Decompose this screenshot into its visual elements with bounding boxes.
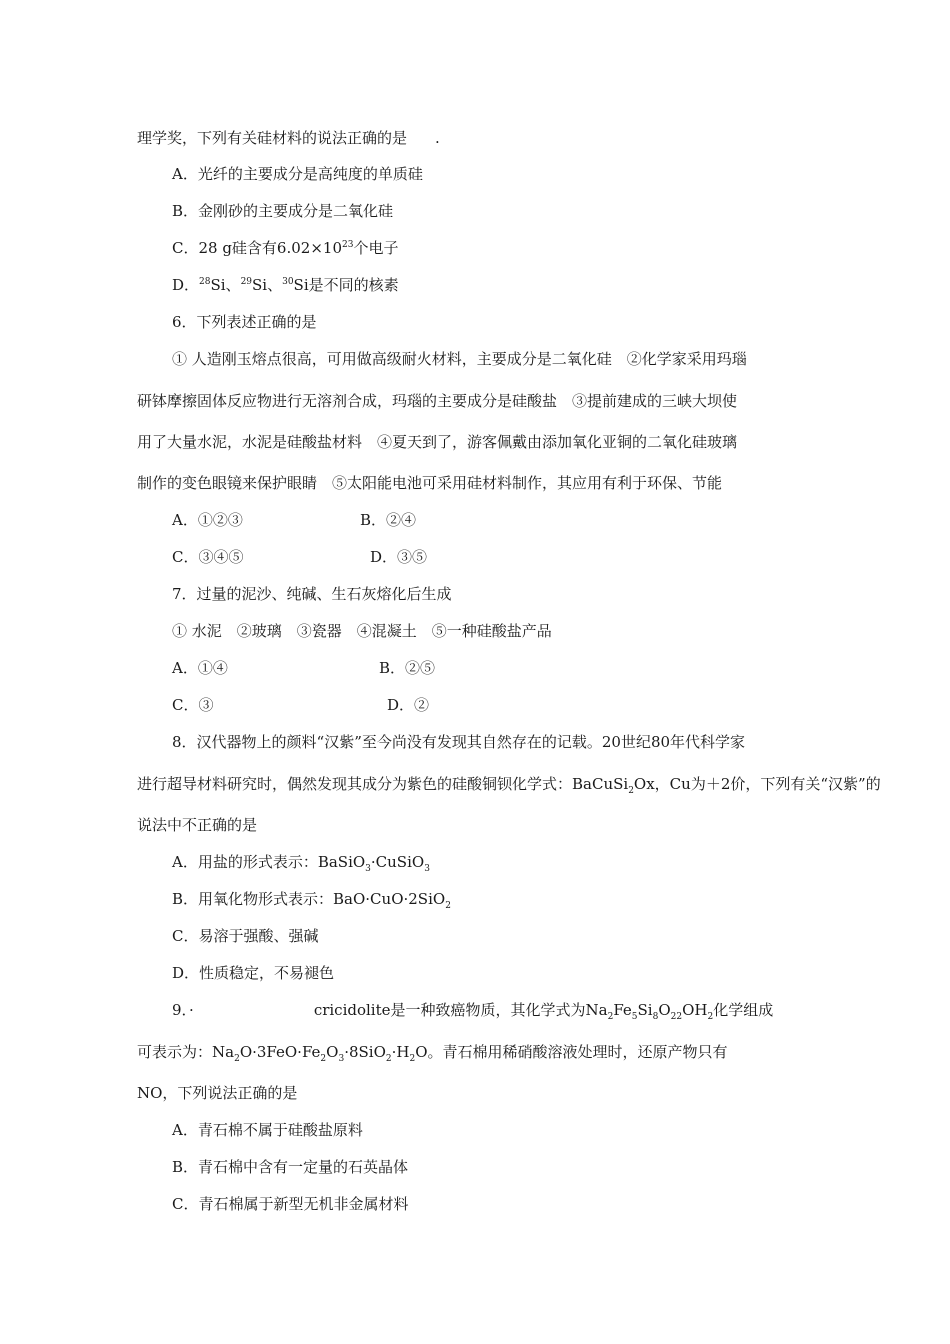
- q8-para-1: 8．汉代器物上的颜料“汉紫”至今尚没有发现其自然存在的记载。20世纪80年代科学家: [172, 733, 746, 751]
- q6-para-1: ① 人造刚玉熔点很高，可用做高级耐火材料，主要成分是二氧化硅 ②化学家采用玛瑙: [172, 350, 747, 368]
- q6-option-d: D．③⑤: [370, 548, 428, 566]
- q6-para-4: 制作的变色眼镜来保护眼睛 ⑤太阳能电池可采用硅材料制作，其应用有利于环保、节能: [137, 474, 723, 492]
- q9-rest: 是一种致癌物质，其化学式为Na: [390, 1001, 608, 1019]
- q9-option-b: B．青石棉中含有一定量的石英晶体: [172, 1158, 409, 1176]
- q8-option-d: D．性质稳定，不易褪色: [172, 964, 335, 982]
- q8b-sub: 2: [445, 901, 451, 911]
- q5d-sup3: 30: [282, 277, 294, 287]
- q9-sub3: 8: [652, 1012, 659, 1022]
- q9-num: 9．·: [172, 1001, 194, 1019]
- q9-t1: Fe: [613, 1001, 632, 1019]
- q8a-sub2: 3: [424, 864, 430, 874]
- q8p2-post: Ox，Cu为＋2价，下列有关“汉紫”的: [633, 775, 881, 793]
- q9p2-sub2: 2: [320, 1054, 327, 1064]
- q9p2-t1: O·3FeO·Fe: [239, 1043, 321, 1061]
- q5d-t1: Si、: [210, 276, 241, 294]
- q5c-post: 个电子: [353, 239, 399, 257]
- q7-option-d: D．②: [387, 696, 430, 714]
- q9-option-a: A．青石棉不属于硅酸盐原料: [172, 1121, 363, 1139]
- q8a-mid: ·CuSiO: [370, 853, 425, 871]
- q9-sub2: 5: [631, 1012, 638, 1022]
- q5d-sup2: 29: [240, 277, 253, 287]
- q9p2-t3: ·8SiO: [344, 1043, 386, 1061]
- q5d-sup1: 28: [199, 277, 211, 287]
- q9p2-t4: ·H: [391, 1043, 410, 1061]
- q9p2-sub3: 3: [338, 1054, 345, 1064]
- q8-para-3: 说法中不正确的是: [137, 816, 258, 834]
- q7-option-c: C．③: [172, 696, 214, 714]
- q9-para-1: [172, 1000, 773, 1020]
- q5-option-c: [172, 238, 398, 258]
- q5-stem-dot: .: [435, 129, 440, 147]
- q9p2-sub1: 2: [234, 1054, 240, 1064]
- q5-option-d: [172, 275, 399, 295]
- q8-option-a: [172, 852, 430, 872]
- q5-option-b: B．金刚砂的主要成分是二氧化硅: [172, 202, 394, 220]
- q7-stem: 7．过量的泥沙、纯碱、生石灰熔化后生成: [172, 585, 452, 603]
- q9p2-sub5: 2: [409, 1054, 416, 1064]
- q7-option-a: A．①④: [172, 659, 228, 677]
- q8p2-sub: 2: [628, 786, 634, 796]
- q5-stem-tail: [137, 128, 440, 148]
- q9p2-t2: O: [326, 1043, 339, 1061]
- q9-sub5: 2: [707, 1012, 714, 1022]
- q9-option-c: C．青石棉属于新型无机非金属材料: [172, 1195, 409, 1213]
- q8-para-2: [137, 774, 881, 794]
- q7-items: ① 水泥 ②玻璃 ③瓷器 ④混凝土 ⑤一种硅酸盐产品: [172, 622, 552, 640]
- q5c-text: C．28 g硅含有6.02×10: [172, 239, 342, 257]
- q5d-pre: D．: [172, 276, 200, 294]
- q9-t3: O: [658, 1001, 671, 1019]
- q6-option-b: B．②④: [360, 511, 417, 529]
- q9-sub4: 22: [670, 1012, 683, 1022]
- q8-option-b: [172, 889, 451, 909]
- q9-t5: 化学组成: [713, 1001, 774, 1019]
- q5-option-a: A．光纤的主要成分是高纯度的单质硅: [172, 165, 423, 183]
- q9-t2: Si: [637, 1001, 653, 1019]
- q7-option-b: B．②⑤: [379, 659, 436, 677]
- q9-word: cricidolite: [313, 1001, 391, 1019]
- q8p2-pre: 进行超导材料研究时，偶然发现其成分为紫色的硅酸铜钡化学式：BaCuSi: [137, 775, 629, 793]
- q5d-t3: Si是不同的核素: [293, 276, 399, 294]
- q8a-pre: A．用盐的形式表示：BaSiO: [172, 853, 366, 871]
- q6-stem: 6．下列表述正确的是: [172, 313, 317, 331]
- q9p2-t5: O。青石棉用稀硝酸溶液处理时，还原产物只有: [415, 1043, 728, 1061]
- q6-para-3: 用了大量水泥，水泥是硅酸盐材料 ④夏天到了，游客佩戴由添加氧化亚铜的二氧化硅玻璃: [137, 433, 738, 451]
- q5d-t2: Si、: [252, 276, 283, 294]
- q9p2-pre: 可表示为：Na: [137, 1043, 235, 1061]
- q9-para-2: [137, 1042, 728, 1062]
- q9-para-3: NO，下列说法正确的是: [137, 1084, 298, 1102]
- q9-sub1: 2: [607, 1012, 614, 1022]
- q9-t4: OH: [682, 1001, 708, 1019]
- q6-para-2: 研钵摩擦固体反应物进行无溶剂合成，玛瑙的主要成分是硅酸盐 ③提前建成的三峡大坝使: [137, 392, 738, 410]
- q5-stem-text: 理学奖，下列有关硅材料的说法正确的是: [137, 129, 408, 147]
- q9p2-sub4: 2: [385, 1054, 392, 1064]
- q8-option-c: C．易溶于强酸、强碱: [172, 927, 319, 945]
- q8b-pre: B．用氧化物形式表示：BaO·CuO·2SiO: [172, 890, 446, 908]
- q6-option-c: C．③④⑤: [172, 548, 244, 566]
- q6-option-a: A．①②③: [172, 511, 243, 529]
- q8a-sub1: 3: [365, 864, 371, 874]
- q5c-sup: 23: [342, 240, 354, 250]
